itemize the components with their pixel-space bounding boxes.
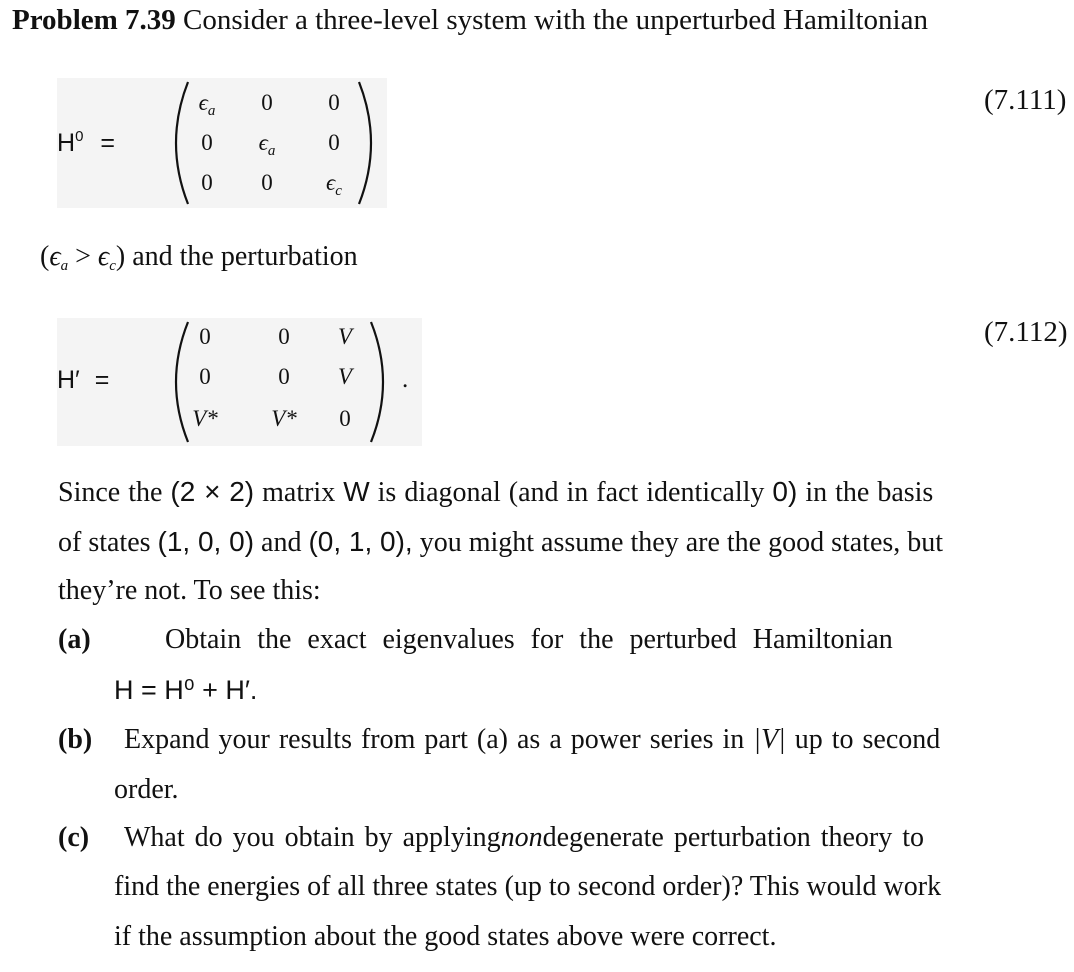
paragraph-line-1: Since the (2 × 2) matrix W is diagonal (and in fact identically 0) in the basis	[58, 476, 934, 508]
matrix-cell: V	[337, 364, 353, 389]
paragraph-line-2: of states (1, 0, 0) and (0, 1, 0), you might assume they are the good states, but	[58, 526, 944, 558]
part-b-line-2: order.	[114, 774, 179, 805]
h0-label: $H^0$ =	[57, 128, 115, 157]
matrix-cell: 0	[199, 324, 211, 349]
equation-number-7-112: (7.112)	[984, 316, 1068, 348]
matrix-cell: 0	[278, 364, 290, 389]
condition-math: $(\epsilon_a > \epsilon_c)$	[40, 241, 126, 274]
matrix-cell: 0	[339, 406, 351, 431]
part-a-label: (a)	[58, 624, 91, 655]
matrix-cell: $\epsilon_c$	[326, 170, 342, 199]
matrix-cell: 0	[199, 364, 211, 389]
equation-7-112	[57, 318, 422, 446]
matrix-cell: 0	[201, 170, 213, 195]
h-prime-label: H′ =	[57, 366, 110, 394]
matrix-cell: 0	[328, 130, 340, 155]
matrix-cell: V	[337, 324, 353, 349]
part-c-line-2: find the energies of all three states (up to second order)? This would work	[114, 871, 942, 902]
matrix-cell: 0	[278, 324, 290, 349]
part-c-line-3: if the assumption about the good states above were correct.	[114, 921, 777, 952]
problem-label: Problem 7.39	[12, 4, 176, 36]
matrix-cell: $\epsilon_a$	[198, 90, 216, 119]
matrix-cell: $\epsilon_a$	[258, 130, 276, 159]
right-paren	[367, 320, 397, 444]
matrix-cell: V*	[271, 406, 297, 431]
matrix-cell: 0	[261, 170, 273, 195]
part-b-line-1: Expand your results from part (a) as a power series in |V| up to second	[124, 724, 941, 755]
part-c-label: (c)	[58, 822, 90, 853]
matrix-cell: 0	[261, 90, 273, 115]
problem-heading	[12, 4, 928, 37]
equation-number-7-111: (7.111)	[984, 84, 1067, 116]
condition-text: and the perturbation	[132, 241, 358, 272]
paragraph-line-3: they’re not. To see this:	[58, 575, 321, 606]
matrix-cell: 0	[201, 130, 213, 155]
right-paren	[355, 80, 385, 206]
condition-line	[40, 241, 358, 275]
matrix-cell: V*	[192, 406, 218, 431]
trailing-period: .	[402, 366, 409, 393]
problem-intro: Consider a three-level system with the unperturbed Hamiltonian	[183, 4, 928, 36]
part-a-text: Obtain the exact eigenvalues for the perturbed Hamiltonian	[165, 624, 893, 655]
part-c-line-1: What do you obtain by applyingnondegenerate perturbation theory to	[124, 822, 925, 853]
equation-7-111	[57, 78, 387, 208]
part-a-math: H = H⁰ + H′.	[114, 675, 258, 705]
part-b-label: (b)	[58, 724, 93, 755]
matrix-cell: 0	[328, 90, 340, 115]
